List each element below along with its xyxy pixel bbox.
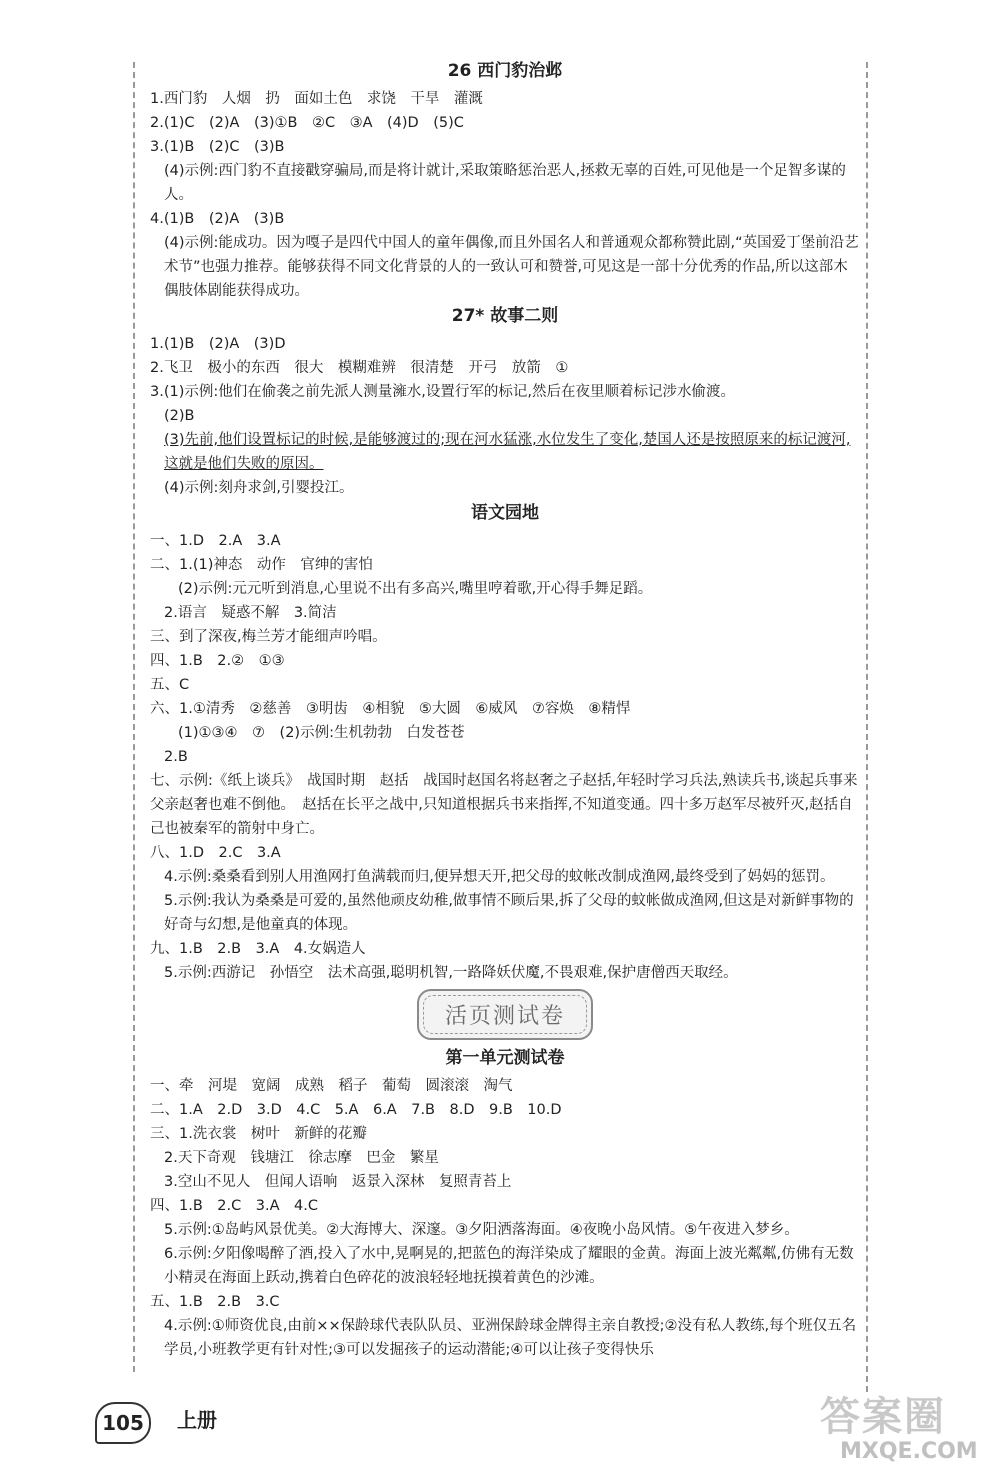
answer-line: 三、到了深夜,梅兰芳才能细声吟唱。 xyxy=(150,629,387,645)
watermark xyxy=(820,1395,995,1467)
answer-line: 三、1.洗衣裳 树叶 新鲜的花瓣 xyxy=(150,1126,367,1142)
answer-line: 2.飞卫 极小的东西 很大 模糊难辨 很清楚 开弓 放箭 ① xyxy=(150,360,569,376)
answer-line: 3.空山不见人 但闻人语响 返景入深林 复照青苔上 xyxy=(164,1174,512,1190)
volume-label: 上册 xyxy=(177,1408,217,1432)
answer-line: 5.示例:我认为桑桑是可爱的,虽然他顽皮幼稚,做事情不顾后果,拆了父母的蚊帐做成渔网,但这是对新鲜事物的好奇与幻想,是他童真的体现。 xyxy=(164,893,854,933)
lesson-section xyxy=(150,304,860,500)
answer-line: (4)示例:能成功。因为嘎子是四代中国人的童年偶像,而且外国名人和普通观众都称赞此剧,“英国爱丁堡前沿艺术节”也强力推荐。能够获得不同文化背景的人的一致认可和赞誉,可见这是一部十分优秀的作品,所以这部木偶肢体剧能获得成功。 xyxy=(164,235,859,299)
answer-line: 四、1.B 2.② ①③ xyxy=(150,653,285,669)
right-cut-guide xyxy=(866,62,868,1392)
answer-line: (4)示例:西门豹不直接戳穿骗局,而是将计就计,采取策略惩治恶人,拯救无辜的百姓,可见他是一个足智多谋的人。 xyxy=(164,163,846,203)
answer-line: 一、牵 河堤 宽阔 成熟 稻子 葡萄 圆滚滚 淘气 xyxy=(150,1078,513,1094)
answer-line: 六、1.①清秀 ②慈善 ③明齿 ④相貌 ⑤大圆 ⑥威风 ⑦容焕 ⑧精悍 xyxy=(150,701,631,717)
answer-line: 八、1.D 2.C 3.A xyxy=(150,845,281,861)
watermark-logo: 答案圈 xyxy=(820,1394,946,1440)
section-title: 语文园地 xyxy=(471,503,539,523)
answer-line: 七、示例:《纸上谈兵》 战国时期 赵括 战国时赵国名将赵奢之子赵括,年轻时学习兵法,熟读兵书,谈起兵事来父亲赵奢也难不倒他。 赵括在长平之战中,只知道根据兵书来指挥,不知道变通。四十多万赵军尽被歼灭,赵括自己也被秦军的箭射中身亡。 xyxy=(150,773,858,837)
answer-line: 5.示例:①岛屿风景优美。②大海博大、深邃。③夕阳洒落海面。④夜晚小岛风情。⑤午夜进入梦乡。 xyxy=(164,1222,799,1238)
answer-line: (2)示例:元元听到消息,心里说不出有多高兴,嘴里哼着歌,开心得手舞足蹈。 xyxy=(178,581,653,597)
answer-line: 1.(1)B (2)A (3)D xyxy=(150,336,286,352)
answer-line xyxy=(150,428,860,476)
answer-line: 2.语言 疑惑不解 3.简洁 xyxy=(164,605,337,621)
answer-line: 2.(1)C (2)A (3)①B ②C ③A (4)D (5)C xyxy=(150,115,464,131)
answer-line: 四、1.B 2.C 3.A 4.C xyxy=(150,1198,318,1214)
stamp-label: 活页测试卷 xyxy=(444,1004,565,1029)
answer-line: (2)B xyxy=(164,408,195,424)
answer-line: 5.示例:西游记 孙悟空 法术高强,聪明机智,一路降妖伏魔,不畏艰难,保护唐僧西天取经。 xyxy=(164,965,738,981)
answer-line: (4)示例:刻舟求剑,引婴投江。 xyxy=(164,480,354,496)
answer-line: 二、1.A 2.D 3.D 4.C 5.A 6.A 7.B 8.D 9.B 10.D xyxy=(150,1102,562,1118)
answer-line: 二、1.(1)神态 动作 官绅的害怕 xyxy=(150,557,373,573)
watermark-url: MXQE.COM xyxy=(840,1439,978,1464)
left-cut-guide xyxy=(133,62,135,1372)
answer-content xyxy=(150,58,860,1362)
answer-line: 6.示例:夕阳像喝醉了酒,投入了水中,晃啊晃的,把蓝色的海洋染成了耀眼的金黄。海面上波光粼粼,仿佛有无数小精灵在海面上跃动,携着白色碎花的波浪轻轻地抚摸着黄色的沙滩。 xyxy=(164,1246,854,1286)
answer-line: 4.(1)B (2)A (3)B xyxy=(150,211,285,227)
stamp-banner xyxy=(150,989,860,1040)
answer-line: 2.B xyxy=(164,749,188,765)
test-title: 第一单元测试卷 xyxy=(445,1048,565,1068)
section-title: 26 西门豹治邺 xyxy=(447,61,563,81)
underlined-answer: (3)先前,他们设置标记的时候,是能够渡过的;现在河水猛涨,水位发生了变化,楚国人还是按照原来的标记渡河,这就是他们失败的原因。 xyxy=(164,432,851,472)
answer-line: 4.示例:桑桑看到别人用渔网打鱼满载而归,便异想天开,把父母的蚊帐改制成渔网,最终受到了妈妈的惩罚。 xyxy=(164,869,835,885)
section-title: 27* 故事二则 xyxy=(451,306,559,326)
answer-line: 一、1.D 2.A 3.A xyxy=(150,533,281,549)
answer-line: 4.示例:①师资优良,由前××保龄球代表队队员、亚洲保龄球金牌得主亲自教授;②没有私人教练,每个班仅五名学员,小班教学更有针对性;③可以发掘孩子的运动潜能;④可以让孩子变得快乐 xyxy=(164,1318,857,1358)
answer-line: (1)①③④ ⑦ (2)示例:生机勃勃 白发苍苍 xyxy=(178,725,465,741)
lesson-section xyxy=(150,501,860,985)
lesson-section xyxy=(150,59,860,303)
answer-line: 五、1.B 2.B 3.C xyxy=(150,1294,280,1310)
test-answers xyxy=(150,1074,860,1362)
answer-line: 1.西门豹 人烟 扔 面如土色 求饶 干旱 灌溉 xyxy=(150,91,483,107)
answer-line: 3.(1)示例:他们在偷袭之前先派人测量澭水,设置行军的标记,然后在夜里顺着标记涉水偷渡。 xyxy=(150,384,735,400)
answer-line: 九、1.B 2.B 3.A 4.女娲造人 xyxy=(150,941,366,957)
answer-line: 五、C xyxy=(150,677,190,693)
page-number-badge: 105 xyxy=(95,1402,151,1444)
stamp-frame xyxy=(417,989,593,1040)
answer-sections xyxy=(150,59,860,985)
answer-line: 3.(1)B (2)C (3)B xyxy=(150,139,285,155)
answer-line: 2.天下奇观 钱塘江 徐志摩 巴金 繁星 xyxy=(164,1150,439,1166)
